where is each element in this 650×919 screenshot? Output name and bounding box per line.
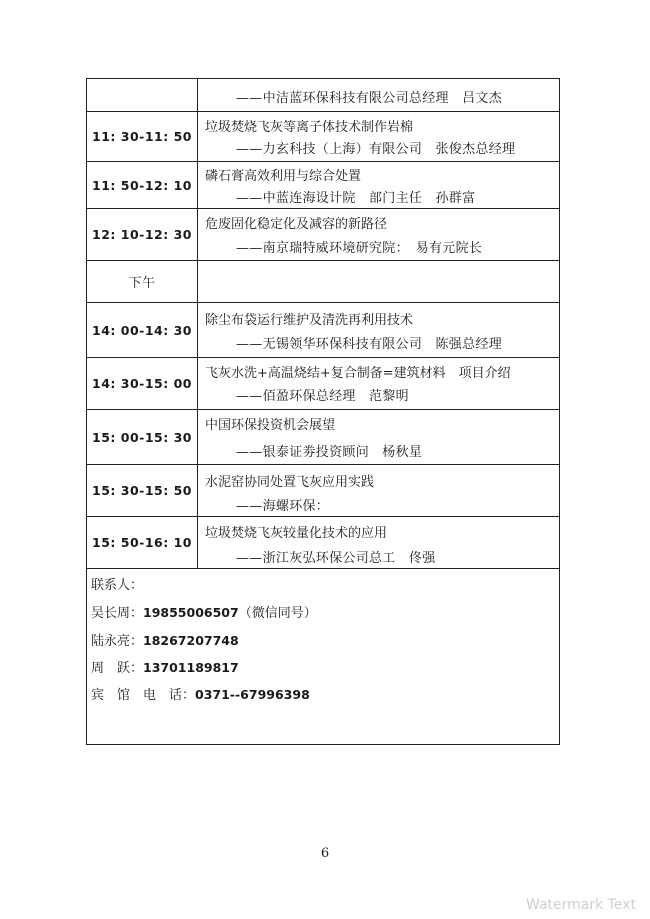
speaker-text: ——无锡领华环保科技有限公司 陈强总经理 [236,337,503,352]
topic-text: 除尘布袋运行维护及清洗再利用技术 [205,313,414,328]
contacts-heading: 联系人： [91,578,144,593]
contact-label: 宾 馆 电 话： [91,688,196,703]
topic-text: 垃圾焚烧飞灰较量化技术的应用 [205,526,388,541]
topic-text: 垃圾焚烧飞灰等离子体技术制作岩棉 [205,120,414,135]
contact-label: 周 跃： [91,661,144,676]
speaker-text: ——中洁蓝环保科技有限公司总经理 吕文杰 [236,91,503,106]
content-cell [198,261,559,302]
topic-text: 中国环保投资机会展望 [205,418,336,433]
afternoon-label: 下午 [87,261,198,302]
table-row [87,358,559,410]
time-cell: 14: 00-14: 30 [87,303,198,357]
table-row [87,79,559,112]
time-cell: 11: 50-12: 10 [87,162,198,208]
content-cell [198,209,559,260]
table-row [87,162,559,209]
contact-label: 陆永亮： [91,634,144,649]
time-cell: 11: 30-11: 50 [87,112,198,161]
contact-phone: 13701189817 [143,660,239,675]
table-row [87,261,559,303]
content-cell [198,79,559,111]
topic-text: 水泥窑协同处置飞灰应用实践 [205,475,375,490]
contact-phone: 19855006507 [143,605,239,620]
table-row [87,410,559,465]
contact-line [91,657,239,676]
content-cell [198,465,559,516]
time-cell: 12: 10-12: 30 [87,209,198,260]
contact-line [91,684,310,703]
time-cell: 15: 00-15: 30 [87,410,198,464]
time-cell: 15: 30-15: 50 [87,465,198,516]
speaker-text: ——力玄科技（上海）有限公司 张俊杰总经理 [236,142,516,157]
topic-text: 磷石膏高效利用与综合处置 [205,169,362,184]
contacts-section [87,569,559,744]
content-cell [198,162,559,208]
speaker-text: ——中蓝连海设计院 部门主任 孙群富 [236,191,476,206]
table-row [87,112,559,162]
content-cell [198,112,559,161]
speaker-text: ——浙江灰弘环保公司总工 佟强 [236,551,436,566]
contact-line [91,602,317,621]
speaker-text: ——银泰证劵投资顾问 杨秋星 [236,445,423,460]
table-row [87,209,559,261]
content-cell [198,517,559,568]
topic-text: 危废固化稳定化及减容的新路径 [205,217,388,232]
table-row [87,465,559,517]
watermark-text: Watermark Text [526,897,636,913]
time-cell: 14: 30-15: 00 [87,358,198,409]
table-row [87,303,559,358]
contact-phone: 0371--67996398 [195,687,310,702]
speaker-text: ——南京瑞特威环境研究院： 易有元院长 [236,241,483,256]
table-row [87,517,559,569]
content-cell [198,358,559,409]
page-number: 6 [320,846,330,861]
contact-note: （微信同号） [238,606,317,621]
schedule-table [86,78,560,745]
time-cell [87,79,198,111]
topic-text: 飞灰水洗+高温烧结+复合制备=建筑材料 项目介绍 [205,366,511,381]
speaker-text: ——海螺环保： [236,499,330,514]
contact-label: 吴长周： [91,606,144,621]
contact-line [91,630,239,649]
speaker-text: ——佰盈环保总经理 范黎明 [236,389,409,404]
time-cell: 15: 50-16: 10 [87,517,198,568]
content-cell [198,303,559,357]
contact-phone: 18267207748 [143,633,239,648]
content-cell [198,410,559,464]
